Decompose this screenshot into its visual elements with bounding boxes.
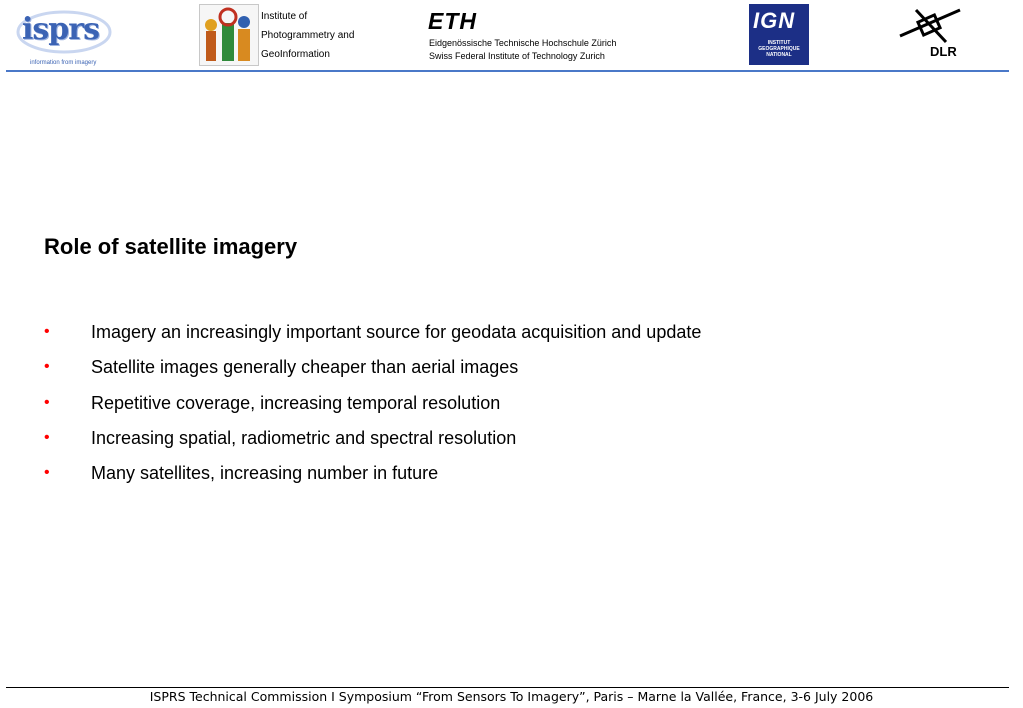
- ign-logo-text: IGN: [753, 8, 796, 33]
- ipi-logo-text: [261, 7, 354, 64]
- isprs-logo-text: isprs: [22, 12, 99, 47]
- bullet-text: Imagery an increasingly important source for geodata acquisition and update: [91, 322, 702, 342]
- ipi-line: GeoInformation: [261, 49, 330, 60]
- ipi-logo-graphic: [199, 4, 259, 66]
- bullet-text: Increasing spatial, radiometric and spectral resolution: [91, 427, 517, 448]
- slide-footer: ISPRS Technical Commission I Symposium “From Sensors To Imagery”, Paris – Marne la Vallée, France, 3-6 July 2006: [149, 689, 874, 704]
- bullet-text: Satellite images generally cheaper than aerial images: [91, 357, 519, 378]
- isprs-tagline: information from imagery: [30, 60, 97, 66]
- isprs-logo: [14, 8, 114, 68]
- dlr-logo-text: DLR: [930, 44, 957, 59]
- bullet-text: Repetitive coverage, increasing temporal resolution: [91, 392, 501, 413]
- bullet-text: Many satellites, increasing number in future: [91, 463, 439, 483]
- bullet-icon: •: [44, 393, 50, 411]
- ign-sub-line: GEOGRAPHIQUE: [758, 46, 800, 52]
- bullet-icon: •: [44, 428, 50, 446]
- bullet-icon: •: [44, 464, 50, 481]
- dlr-logo: [896, 6, 964, 64]
- header-divider: [6, 70, 1009, 72]
- ign-logo-subtitle: [751, 40, 807, 58]
- eth-name-english: Swiss Federal Institute of Technology Zurich: [429, 51, 605, 61]
- bullet-icon: •: [44, 323, 50, 340]
- ign-sub-line: INSTITUT: [767, 40, 791, 46]
- eth-logo-text: ETH: [428, 8, 477, 34]
- ign-logo: [749, 4, 809, 65]
- eth-name-german: Eidgenössische Technische Hochschule Zürich: [429, 38, 617, 48]
- ipi-line: Institute of: [261, 11, 308, 22]
- ipi-line: Photogrammetry and: [261, 30, 355, 41]
- dlr-emblem-icon: [896, 6, 964, 46]
- ign-sub-line: NATIONAL: [766, 52, 792, 58]
- ipi-figures-icon: [200, 5, 258, 65]
- footer-divider: [6, 687, 1009, 688]
- bullet-icon: •: [44, 358, 50, 376]
- slide-header: [0, 0, 1023, 72]
- slide-title: Role of satellite imagery: [44, 234, 298, 259]
